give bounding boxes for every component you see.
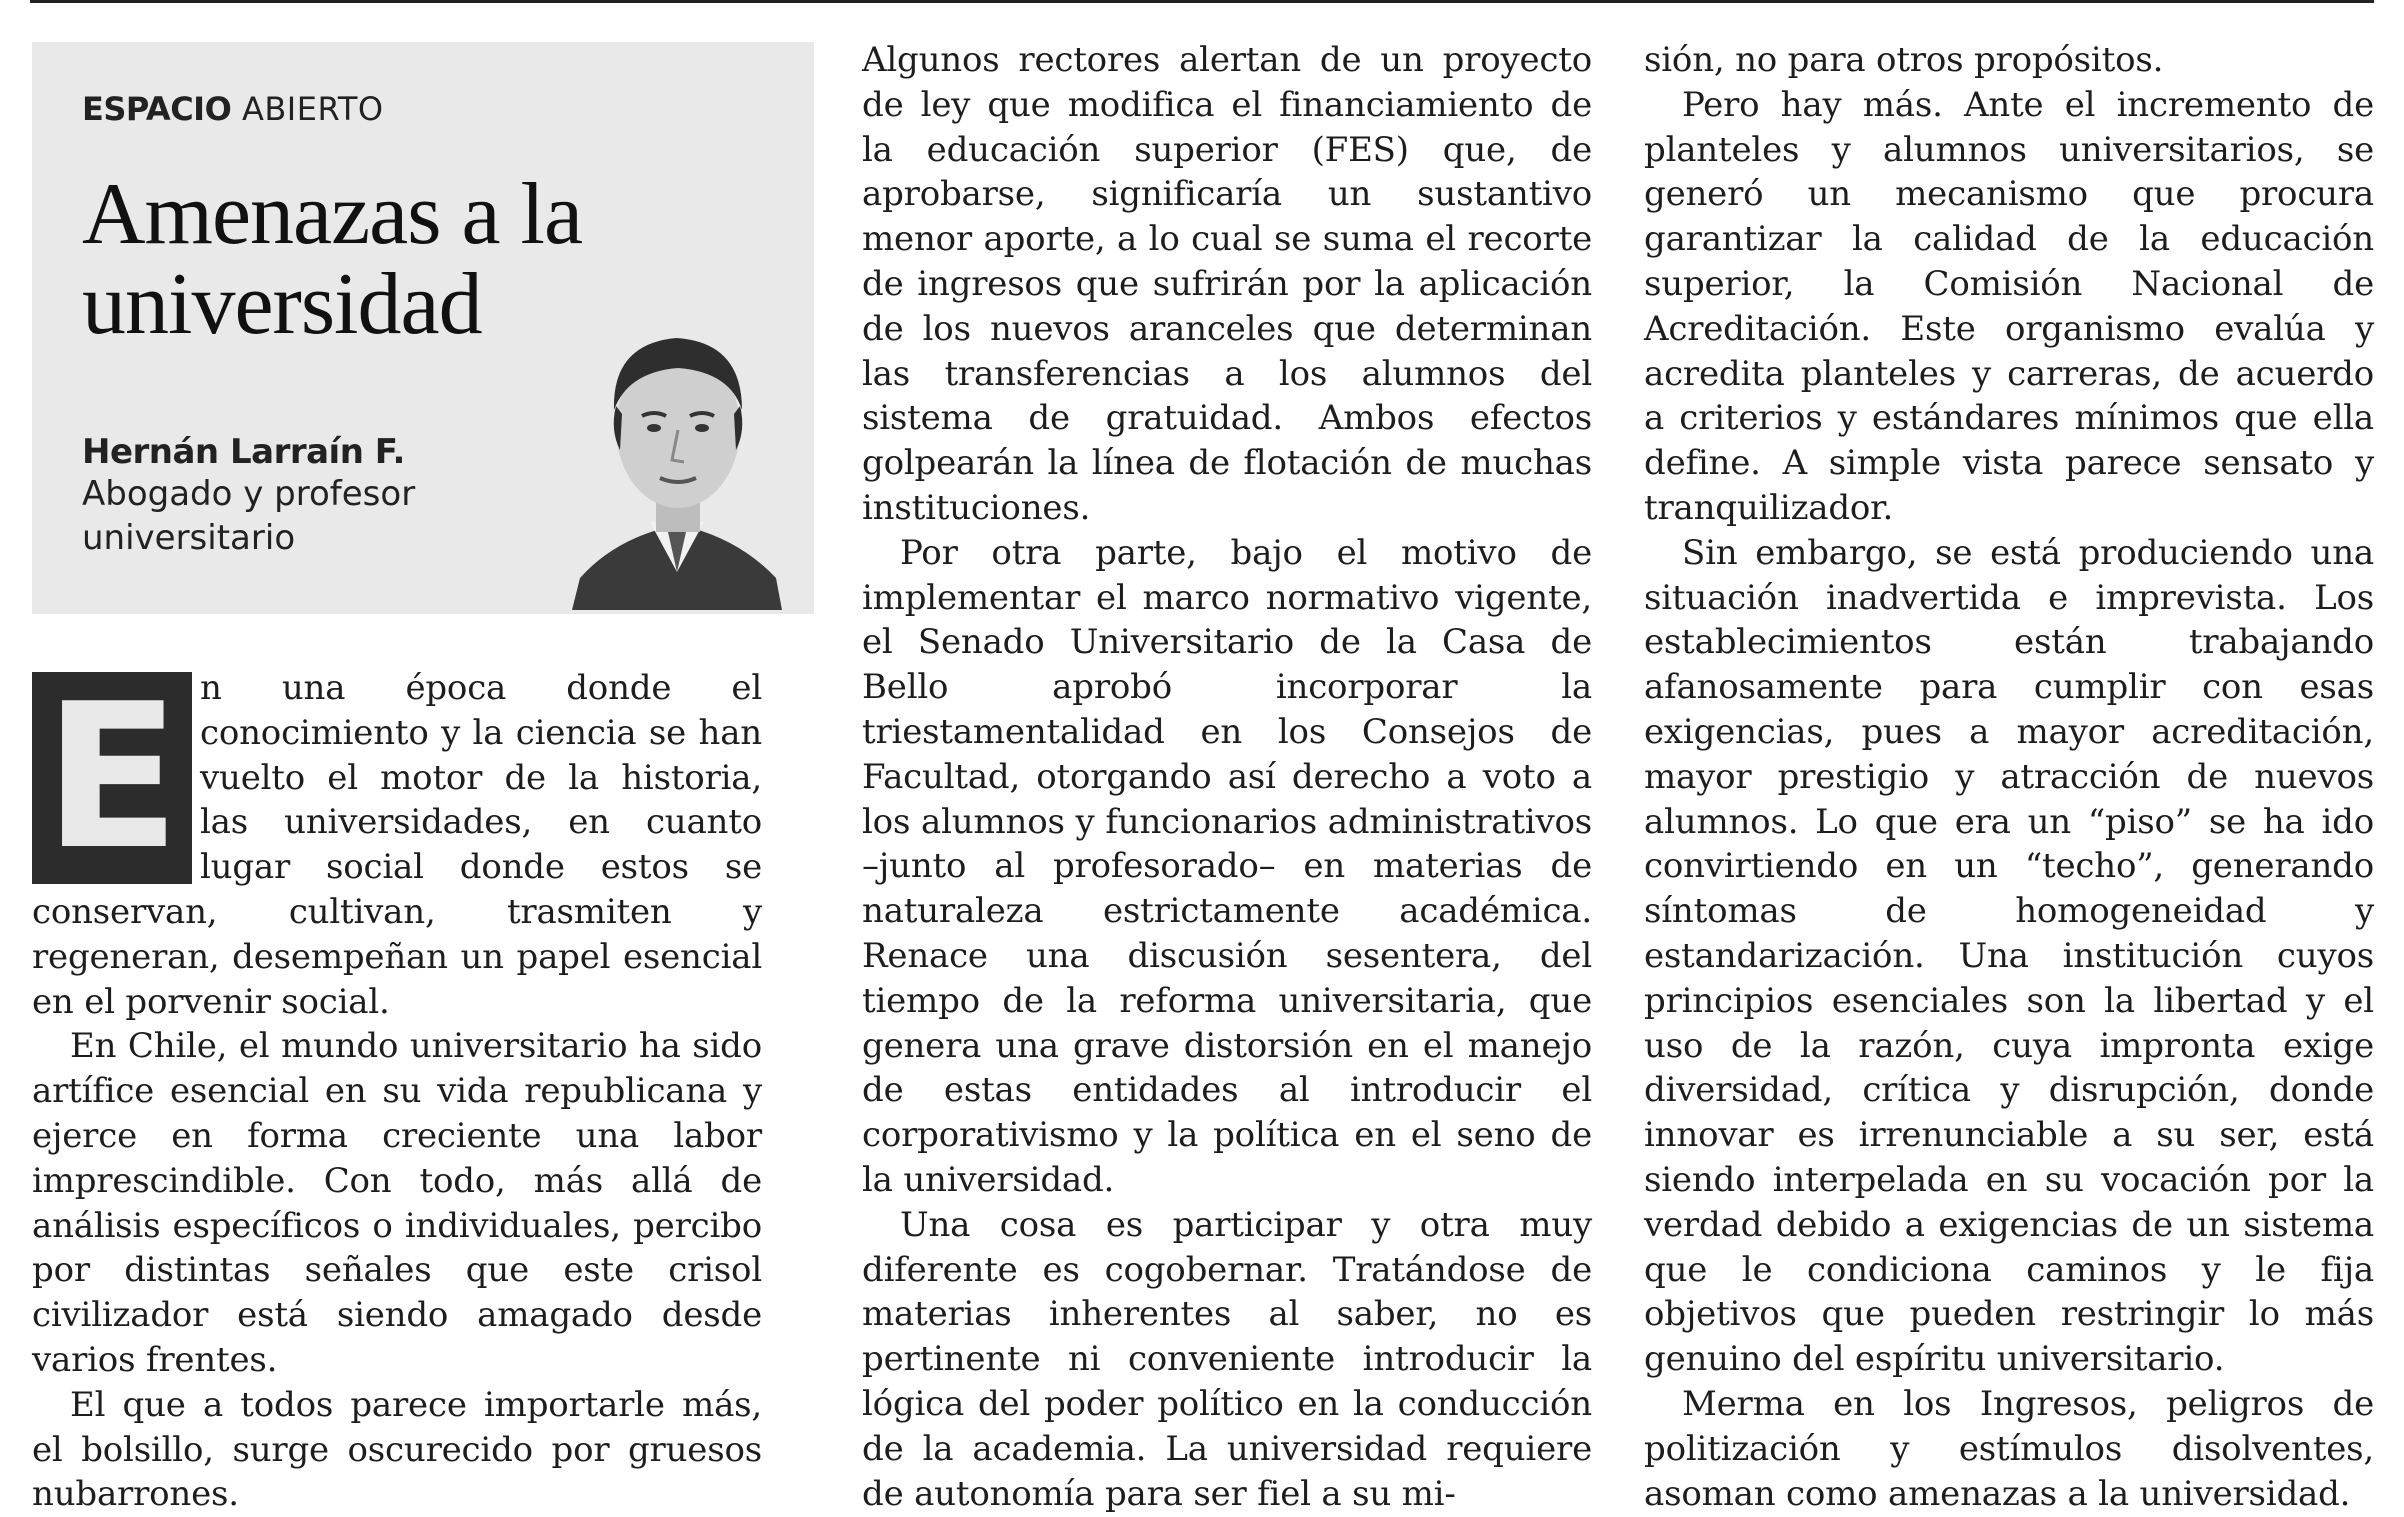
column-2 [862, 38, 1592, 1516]
column-1 [32, 42, 762, 1517]
article-paragraph: El que a todos parece importarle más, el bolsillo, surge oscurecido por gruesos nubarrones. [32, 1384, 762, 1515]
article-paragraph: En Chile, el mundo universitario ha sido artífice esencial en su vida republicana y ejerce en forma creciente una labor imprescindible. Con todo, más allá de análisis específicos o individuales, percibo por distintas señales que este crisol civilizador está siendo amagado desde varios frentes. [32, 1026, 762, 1380]
headline: Amenazas a la universidad [82, 166, 583, 353]
section-label-bold: ESPACIO [82, 90, 232, 128]
top-rule [30, 0, 2374, 3]
article-paragraph: sión, no para otros propósitos. [1644, 40, 2164, 80]
article-paragraph: Sin embargo, se está produciendo una situación inadvertida e imprevista. Los establecimientos están trabajando afanosamente para cumplir con esas exigencias, pues a mayor acreditación, mayor prestigio y atracción de nuevos alumnos. Lo que era un “piso” se ha ido convirtiendo en un “techo”, generando síntomas de homogeneidad y estandarización. Una institución cuyos principios esenciales son la libertad y el uso de la razón, cuya impronta exige diversidad, crítica y disrupción, donde innovar es irrenunciable a su ser, está siendo interpelada en su vocación por la verdad debido a exigencias de un sistema que le condiciona caminos y le fija objetivos que pueden restringir lo más genuino del espíritu universitario. [1644, 532, 2374, 1380]
column-3 [1644, 38, 2374, 1516]
article-paragraph: Merma en los Ingresos, peligros de politización y estímulos disolventes, asoman como amenazas a la universidad. [1644, 1383, 2374, 1514]
section-label [82, 90, 384, 128]
drop-cap: E [32, 672, 192, 884]
author-role: Abogado y profesor universitario [82, 474, 416, 558]
section-label-rest: ABIERTO [241, 90, 384, 128]
opinion-header-box [32, 42, 814, 614]
article-paragraph: n una época donde el conocimiento y la ciencia se han vuelto el motor de la historia, las universidades, en cuanto lugar social donde estos se conservan, cultivan, trasmiten y regeneran, desempeñan un papel esencial en el porvenir social. [32, 668, 762, 1022]
author-name: Hernán Larraín F. [82, 432, 405, 472]
article-paragraph: Pero hay más. Ante el incremento de planteles y alumnos universitarios, se generó un mecanismo que procura garantizar la calidad de la educación superior, la Comisión Nacional de Acreditación. Este organismo evalúa y acredita planteles y carreras, de acuerdo a criterios y estándares mínimos que ella define. A simple vista parece sensato y tranquilizador. [1644, 84, 2374, 528]
article-paragraph: Por otra parte, bajo el motivo de implementar el marco normativo vigente, el Senado Universitario de la Casa de Bello aprobó incorporar la triestamentalidad en los Consejos de Facultad, otorgando así derecho a voto a los alumnos y funcionarios administrativos –junto al profesorado– en materias de naturaleza estrictamente académica. Renace una discusión sesentera, del tiempo de la reforma universitaria, que genera una grave distorsión en el manejo de estas entidades al introducir el corporativismo y la política en el seno de la universidad. [862, 532, 1592, 1200]
article-paragraph: Algunos rectores alertan de un proyecto de ley que modifica el financiamiento de la educación superior (FES) que, de aprobarse, significaría un sustantivo menor aporte, a lo cual se suma el recorte de ingresos que sufrirán por la aplicación de los nuevos aranceles que determinan las transferencias a los alumnos del sistema de gratuidad. Ambos efectos golpearán la línea de flotación de muchas instituciones. [862, 40, 1592, 528]
author-portrait-icon [572, 310, 782, 610]
article-paragraph: Una cosa es participar y otra muy diferente es cogobernar. Tratándose de materias inherentes al saber, no es pertinente ni conveniente introducir la lógica del poder político en la conducción de la academia. La universidad requiere de autonomía para ser fiel a su mi- [862, 1204, 1592, 1514]
